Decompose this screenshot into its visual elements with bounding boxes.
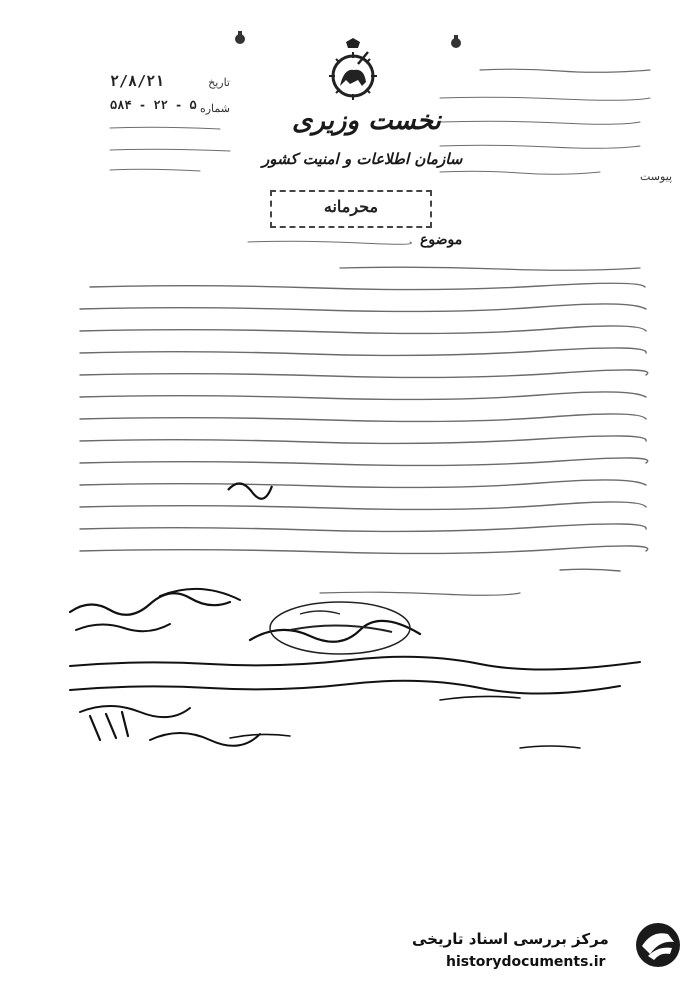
archive-website: historydocuments.ir bbox=[446, 954, 606, 970]
letterhead-subtitle: سازمان اطلاعات و امنیت کشور bbox=[262, 150, 463, 168]
number-value: ۵۸۴ - ۲۲ - ۵ bbox=[110, 98, 197, 112]
letterhead-title: نخست وزیری bbox=[292, 106, 441, 136]
classification-stamp: محرمانه bbox=[270, 190, 432, 228]
number-label: شماره bbox=[199, 102, 230, 115]
date-label: تاریخ bbox=[208, 76, 230, 89]
archive-logo-icon bbox=[630, 920, 686, 970]
archive-org-name: مرکز بررسی اسناد تاریخی bbox=[412, 930, 609, 948]
date-value: ۲/۸/۲۱ bbox=[110, 72, 165, 90]
attachment-label: پیوست bbox=[640, 170, 673, 183]
subject-label: موضوع bbox=[420, 232, 463, 248]
